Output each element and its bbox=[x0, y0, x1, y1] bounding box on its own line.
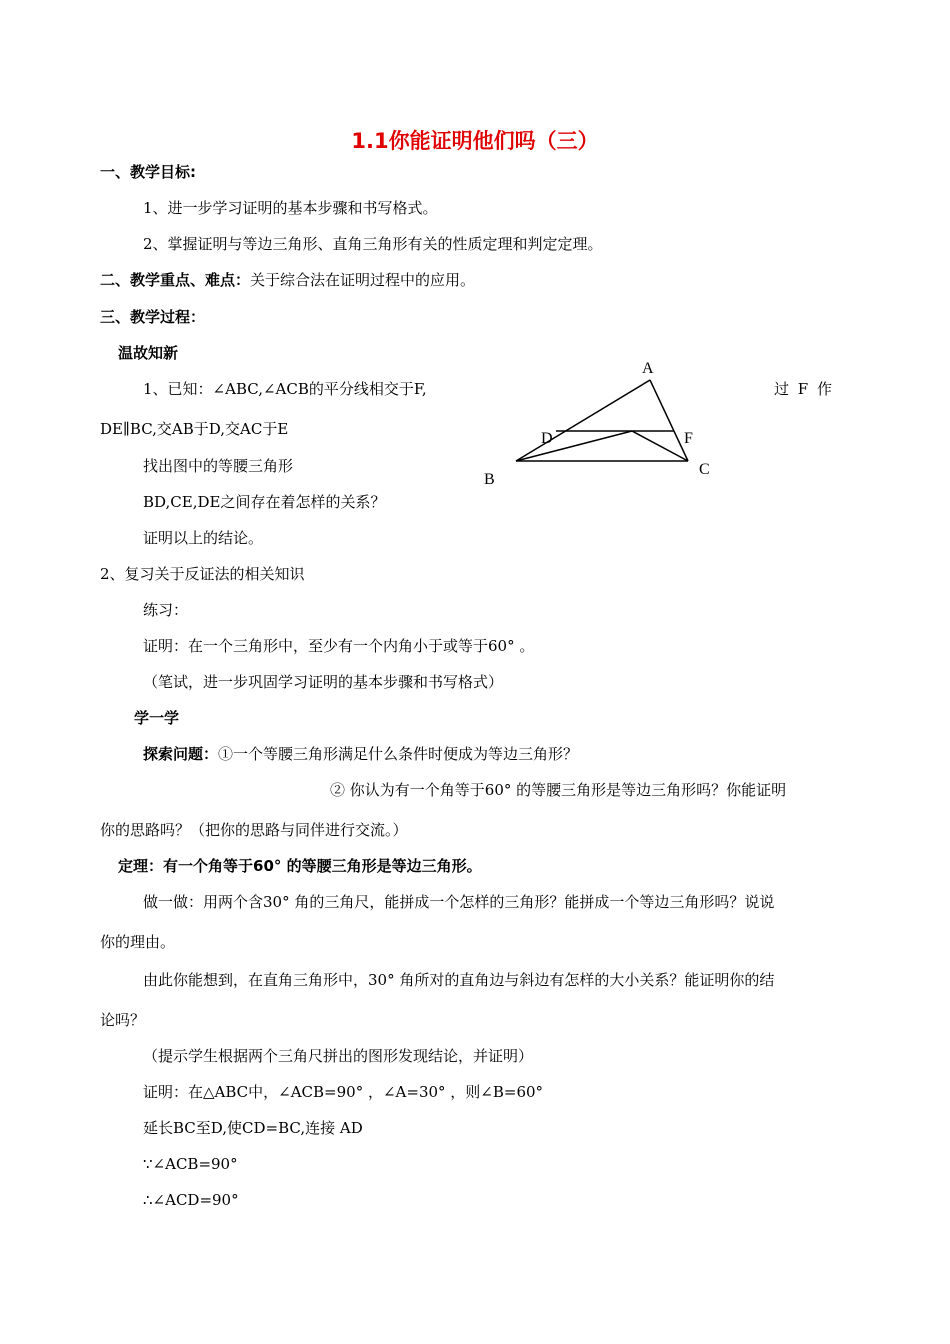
proof-line-1: 证明：在△ABC中，∠ACB=90° ，∠A=30° ，则∠B=60° bbox=[143, 1083, 544, 1101]
theorem: 定理：有一个角等于60° 的等腰三角形是等边三角形。 bbox=[118, 857, 482, 875]
section-3-heading: 三、教学过程： bbox=[100, 308, 206, 326]
explore-label: 探索问题： bbox=[143, 745, 219, 763]
learn-heading: 学一学 bbox=[134, 709, 180, 727]
do-it-line-2: 你的理由。 bbox=[100, 933, 176, 951]
proof-line-2: 延长BC至D,使CD=BC,连接 AD bbox=[143, 1119, 363, 1137]
section-1-heading: 一、教学目标: bbox=[100, 163, 196, 181]
review-heading: 温故知新 bbox=[118, 344, 179, 362]
vertex-label-C: C bbox=[699, 461, 710, 478]
hint: （提示学生根据两个三角尺拼出的图形发现结论，并证明） bbox=[143, 1047, 534, 1065]
section-2-heading: 二、教学重点、难点： bbox=[100, 271, 251, 289]
question-1-line-1: 1、已知：∠ABC,∠ACB的平分线相交于F, bbox=[143, 380, 427, 398]
vertex-label-A: A bbox=[642, 360, 654, 377]
goal-1: 1、进一步学习证明的基本步骤和书写格式。 bbox=[143, 199, 438, 217]
side-AB bbox=[516, 380, 650, 461]
document-title: 1.1你能证明他们吗（三） bbox=[351, 129, 599, 153]
bisector-CF bbox=[632, 431, 688, 461]
vertex-label-D: D bbox=[541, 430, 553, 447]
think-line-2: 论吗？ bbox=[100, 1011, 146, 1029]
do-it-line-1: 做一做：用两个含30° 角的三角尺，能拼成一个怎样的三角形？能拼成一个等边三角形吗？说说 bbox=[143, 893, 775, 911]
explore-line-1 bbox=[143, 744, 578, 764]
explore-question-2: ② 你认为有一个角等于60° 的等腰三角形是等边三角形吗？你能证明 bbox=[330, 781, 787, 799]
question-1-line-2: DE∥BC,交AB于D,交AC于E bbox=[100, 420, 289, 438]
question-1-line-1-right: 过 F 作 bbox=[774, 380, 832, 398]
proof-line-4: ∴∠ACD=90° bbox=[143, 1191, 239, 1209]
explore-question-1: ①一个等腰三角形满足什么条件时便成为等边三角形？ bbox=[218, 745, 579, 763]
question-1-find: 找出图中的等腰三角形 bbox=[143, 457, 294, 475]
side-AC bbox=[650, 380, 688, 461]
question-1-relation: BD,CE,DE之间存在着怎样的关系？ bbox=[143, 493, 386, 511]
point-label-F: F bbox=[684, 430, 693, 447]
explore-question-2-continued: 你的思路吗？（把你的思路与同伴进行交流。） bbox=[100, 821, 408, 839]
question-1-prove: 证明以上的结论。 bbox=[143, 529, 264, 547]
goal-2: 2、掌握证明与等边三角形、直角三角形有关的性质定理和判定定理。 bbox=[143, 235, 603, 253]
practice-note: （笔试，进一步巩固学习证明的基本步骤和书写格式） bbox=[143, 673, 504, 691]
practice-label: 练习： bbox=[143, 601, 189, 619]
section-2-text: 关于综合法在证明过程中的应用。 bbox=[250, 271, 476, 289]
think-line-1: 由此你能想到，在直角三角形中，30° 角所对的直角边与斜边有怎样的大小关系？能证明你的结 bbox=[143, 971, 775, 989]
bisector-BF bbox=[516, 431, 632, 461]
practice-text: 证明：在一个三角形中，至少有一个内角小于或等于60° 。 bbox=[143, 637, 535, 655]
proof-line-3: ∵∠ACB=90° bbox=[143, 1155, 238, 1173]
vertex-label-B: B bbox=[484, 471, 495, 488]
question-2: 2、复习关于反证法的相关知识 bbox=[100, 565, 305, 583]
